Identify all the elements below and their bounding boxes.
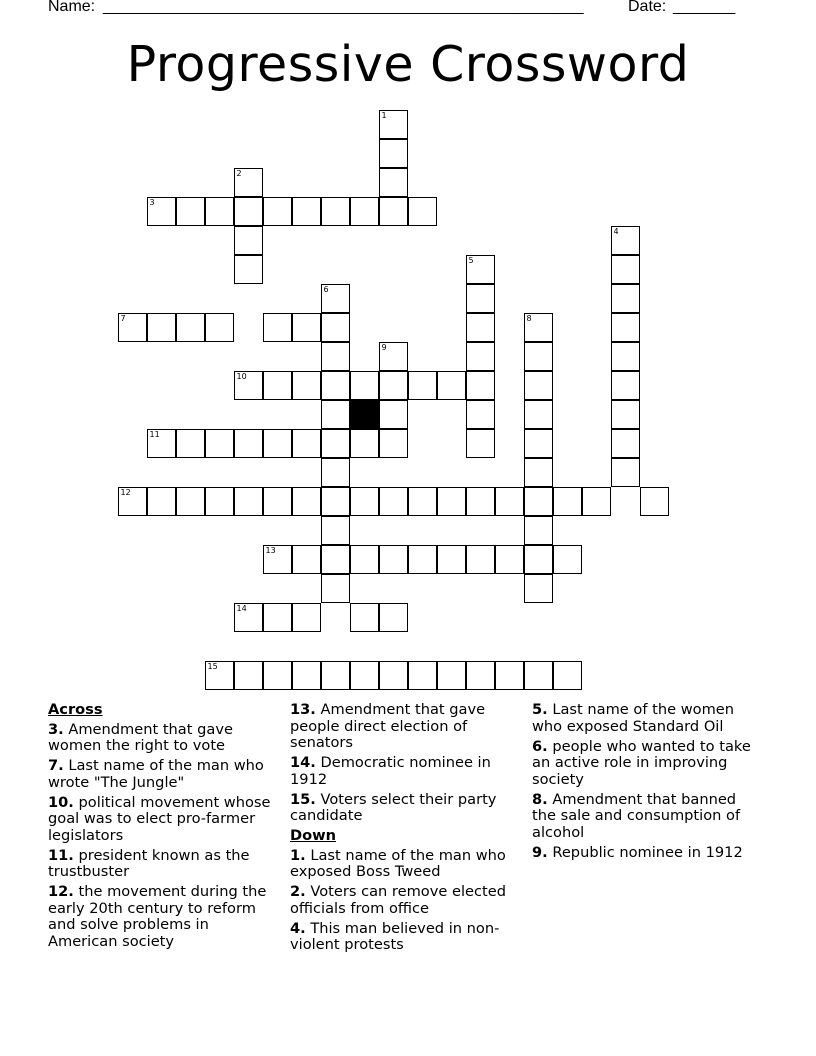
crossword-cell[interactable] <box>292 603 321 632</box>
crossword-cell[interactable] <box>408 371 437 400</box>
crossword-cell[interactable] <box>495 487 524 516</box>
crossword-cell[interactable] <box>350 429 379 458</box>
crossword-cell[interactable] <box>321 516 350 545</box>
crossword-cell[interactable] <box>466 487 495 516</box>
crossword-cell[interactable] <box>292 371 321 400</box>
crossword-cell[interactable] <box>321 371 350 400</box>
crossword-cell[interactable] <box>263 429 292 458</box>
crossword-cell[interactable] <box>234 255 263 284</box>
clue-number: 12. <box>48 883 74 900</box>
clue-item <box>290 884 520 917</box>
clue-text: president known as the trustbuster <box>48 846 250 880</box>
crossword-cell[interactable] <box>466 342 495 371</box>
crossword-cell[interactable] <box>147 429 176 458</box>
crossword-cell[interactable] <box>466 661 495 690</box>
clue-item <box>290 792 520 825</box>
crossword-cell[interactable] <box>379 139 408 168</box>
clue-item <box>532 739 762 789</box>
crossword-cell[interactable] <box>495 661 524 690</box>
crossword-cell[interactable] <box>292 313 321 342</box>
crossword-cell[interactable] <box>263 371 292 400</box>
crossword-cell[interactable] <box>321 197 350 226</box>
clue-number: 13 <box>265 546 276 555</box>
crossword-cell[interactable] <box>234 661 263 690</box>
crossword-cell[interactable] <box>321 429 350 458</box>
crossword-cell[interactable] <box>350 603 379 632</box>
crossword-cell[interactable] <box>466 255 495 284</box>
clue-number: 1 <box>381 111 387 120</box>
crossword-cell[interactable] <box>553 545 582 574</box>
crossword-cell[interactable] <box>234 168 263 197</box>
crossword-cell[interactable] <box>147 197 176 226</box>
crossword-cell[interactable] <box>292 429 321 458</box>
crossword-cell[interactable] <box>611 429 640 458</box>
clue-number: 5. <box>532 701 548 718</box>
clues-column-2 <box>290 702 520 957</box>
clue-text: people who wanted to take an active role in improving society <box>532 737 751 788</box>
crossword-cell[interactable] <box>524 400 553 429</box>
crossword-cell[interactable] <box>437 545 466 574</box>
crossword-cell[interactable] <box>524 429 553 458</box>
clue-number: 6 <box>323 285 329 294</box>
down-heading: Down <box>290 827 337 844</box>
crossword-cell[interactable] <box>147 313 176 342</box>
clues-column-3 <box>532 702 762 865</box>
crossword-cell[interactable] <box>118 313 147 342</box>
crossword-cell[interactable] <box>611 226 640 255</box>
crossword-cell[interactable] <box>263 603 292 632</box>
crossword-cell[interactable] <box>263 197 292 226</box>
clue-text: Democratic nominee in 1912 <box>290 754 491 788</box>
clue-item <box>48 722 278 755</box>
crossword-cell[interactable] <box>379 545 408 574</box>
clue-number: 15 <box>207 662 218 671</box>
crossword-cell[interactable] <box>321 574 350 603</box>
crossword-cell[interactable] <box>640 487 669 516</box>
crossword-cell[interactable] <box>466 429 495 458</box>
crossword-cell[interactable] <box>379 197 408 226</box>
crossword-cell[interactable] <box>205 661 234 690</box>
clue-text: Last name of the man who wrote "The Jungle" <box>48 757 264 791</box>
crossword-cell[interactable] <box>524 313 553 342</box>
crossword-cell[interactable] <box>379 487 408 516</box>
crossword-cell[interactable] <box>379 110 408 139</box>
crossword-cell[interactable] <box>524 545 553 574</box>
crossword-cell[interactable] <box>118 487 147 516</box>
crossword-cell[interactable] <box>553 487 582 516</box>
crossword-cell[interactable] <box>379 429 408 458</box>
clue-number: 10. <box>48 793 74 811</box>
clue-text: Amendment that banned the sale and consumption of alcohol <box>532 790 741 841</box>
crossword-cell[interactable] <box>234 371 263 400</box>
crossword-cell[interactable] <box>611 313 640 342</box>
clue-number: 7. <box>48 757 64 774</box>
clue-item <box>290 848 520 881</box>
crossword-cell[interactable] <box>524 487 553 516</box>
clue-text: Voters can remove elected officials from office <box>290 883 506 917</box>
crossword-cell[interactable] <box>437 487 466 516</box>
clue-text: Republic nominee in 1912 <box>552 843 743 861</box>
clue-number: 3. <box>48 720 64 738</box>
crossword-cell[interactable] <box>234 429 263 458</box>
clue-number: 4. <box>290 919 306 937</box>
clue-item <box>48 795 278 845</box>
clue-text: Voters select their party candidate <box>290 790 497 824</box>
clue-number: 4 <box>613 227 619 236</box>
clue-text: Last name of the women who exposed Standard Oil <box>532 701 735 735</box>
crossword-cell[interactable] <box>379 168 408 197</box>
crossword-cell[interactable] <box>408 197 437 226</box>
crossword-cell[interactable] <box>321 487 350 516</box>
crossword-cell[interactable] <box>524 458 553 487</box>
clue-number: 8 <box>526 314 532 323</box>
clue-number: 7 <box>120 314 126 323</box>
name-field[interactable]: ______________________________________________________ <box>103 0 584 15</box>
clue-number: 12 <box>120 488 131 497</box>
crossword-cell[interactable] <box>437 371 466 400</box>
crossword-cell[interactable] <box>321 284 350 313</box>
crossword-cell[interactable] <box>292 545 321 574</box>
clue-item <box>48 848 278 881</box>
crossword-cell[interactable] <box>582 487 611 516</box>
crossword-cell[interactable] <box>176 429 205 458</box>
crossword-cell[interactable] <box>292 197 321 226</box>
crossword-cell[interactable] <box>553 661 582 690</box>
crossword-cell[interactable] <box>350 661 379 690</box>
crossword-cell[interactable] <box>611 284 640 313</box>
clue-number: 6. <box>532 737 548 755</box>
clue-item <box>532 792 762 842</box>
clue-item <box>48 884 278 950</box>
crossword-cell[interactable] <box>466 371 495 400</box>
crossword-cell[interactable] <box>147 487 176 516</box>
clues-column-1 <box>48 702 278 954</box>
crossword-cell[interactable] <box>437 661 466 690</box>
clue-item <box>290 921 520 954</box>
clue-item <box>290 702 520 752</box>
clue-number: 1. <box>290 846 306 864</box>
crossword-cell[interactable] <box>205 197 234 226</box>
crossword-cell[interactable] <box>466 313 495 342</box>
crossword-cell[interactable] <box>524 661 553 690</box>
crossword-cell[interactable] <box>466 284 495 313</box>
across-heading: Across <box>48 701 103 718</box>
crossword-cell[interactable] <box>379 603 408 632</box>
clue-number: 14 <box>236 604 247 613</box>
clue-item <box>48 758 278 791</box>
crossword-cell[interactable] <box>408 661 437 690</box>
crossword-cell[interactable] <box>263 313 292 342</box>
crossword-cell[interactable] <box>321 342 350 371</box>
crossword-cell[interactable] <box>321 400 350 429</box>
crossword-cell[interactable] <box>176 197 205 226</box>
clue-item <box>532 845 762 862</box>
date-field[interactable]: _______ <box>673 0 736 15</box>
crossword-cell[interactable] <box>350 487 379 516</box>
crossword-cell[interactable] <box>176 313 205 342</box>
crossword-cell[interactable] <box>379 400 408 429</box>
crossword-cell[interactable] <box>205 313 234 342</box>
crossword-cell[interactable] <box>350 197 379 226</box>
clue-item <box>290 755 520 788</box>
crossword-cell[interactable] <box>205 429 234 458</box>
crossword-cell[interactable] <box>466 400 495 429</box>
crossword-cell[interactable] <box>495 545 524 574</box>
crossword-cell[interactable] <box>263 545 292 574</box>
page-title: Progressive Crossword <box>126 36 690 93</box>
crossword-cell[interactable] <box>524 574 553 603</box>
clue-number: 3 <box>149 198 155 207</box>
crossword-cell[interactable] <box>379 371 408 400</box>
crossword-cell[interactable] <box>379 661 408 690</box>
crossword-cell[interactable] <box>611 458 640 487</box>
clue-number: 9 <box>381 343 387 352</box>
clue-number: 14. <box>290 754 316 771</box>
crossword-cell[interactable] <box>234 603 263 632</box>
clue-number: 13. <box>290 701 316 718</box>
clue-text: Last name of the man who exposed Boss Tweed <box>290 846 506 880</box>
crossword-cell[interactable] <box>234 226 263 255</box>
crossword-cell[interactable] <box>611 342 640 371</box>
clue-text: political movement whose goal was to elect pro-farmer legislators <box>48 793 271 844</box>
clue-number: 9. <box>532 843 548 861</box>
crossword-cell[interactable] <box>611 255 640 284</box>
crossword-cell[interactable] <box>321 313 350 342</box>
clue-number: 8. <box>532 790 548 808</box>
crossword-cell[interactable] <box>350 371 379 400</box>
clue-text: Amendment that gave women the right to vote <box>48 720 233 754</box>
crossword-cell[interactable] <box>524 371 553 400</box>
clue-number: 2. <box>290 883 306 900</box>
crossword-cell[interactable] <box>408 487 437 516</box>
crossword-cell[interactable] <box>524 516 553 545</box>
crossword-cell[interactable] <box>611 371 640 400</box>
crossword-cell[interactable] <box>321 545 350 574</box>
clue-number: 15. <box>290 790 316 808</box>
clue-number: 5 <box>468 256 474 265</box>
crossword-cell[interactable] <box>234 487 263 516</box>
crossword-cell[interactable] <box>408 545 437 574</box>
clue-number: 11. <box>48 846 74 864</box>
crossword-cell[interactable] <box>292 661 321 690</box>
crossword-cell[interactable] <box>321 458 350 487</box>
date-label: Date: <box>628 0 667 15</box>
black-cell <box>350 400 379 429</box>
crossword-cell[interactable] <box>321 661 350 690</box>
crossword-cell[interactable] <box>611 400 640 429</box>
crossword-cell[interactable] <box>176 487 205 516</box>
clue-text: Amendment that gave people direct election of senators <box>290 701 486 751</box>
crossword-cell[interactable] <box>379 342 408 371</box>
clue-text: the movement during the early 20th century to reform and solve problems in American society <box>48 883 267 950</box>
crossword-cell[interactable] <box>524 342 553 371</box>
clue-number: 11 <box>149 430 160 439</box>
clue-item <box>532 702 762 735</box>
crossword-cell[interactable] <box>263 661 292 690</box>
crossword-cell[interactable] <box>350 545 379 574</box>
crossword-cell[interactable] <box>263 487 292 516</box>
crossword-cell[interactable] <box>205 487 234 516</box>
clue-number: 10 <box>236 372 247 381</box>
clue-number: 2 <box>236 169 242 178</box>
clue-text: This man believed in non-violent protests <box>290 919 500 953</box>
name-label: Name: <box>48 0 96 15</box>
crossword-cell[interactable] <box>292 487 321 516</box>
crossword-cell[interactable] <box>234 197 263 226</box>
crossword-cell[interactable] <box>466 545 495 574</box>
